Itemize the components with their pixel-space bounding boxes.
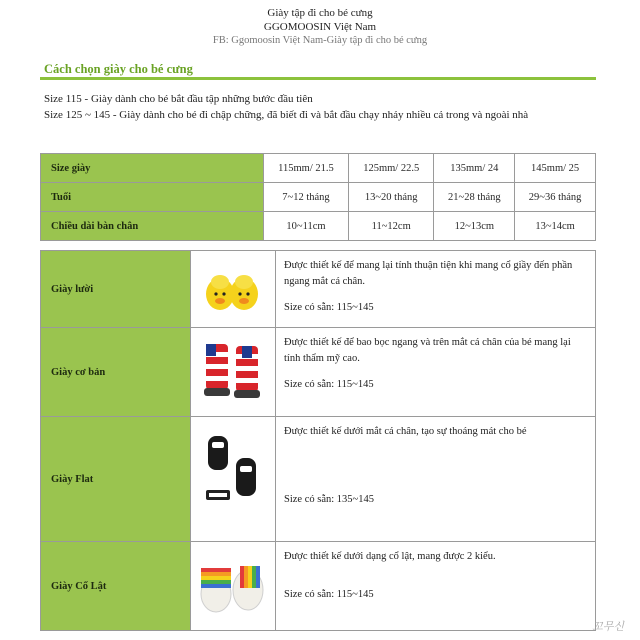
intro-text <box>44 91 600 123</box>
shoe-type-name: Giày cơ bản <box>41 328 191 417</box>
available-sizes: Size có sẵn: 115~145 <box>284 589 374 600</box>
description-text: Được thiết kế dưới mắt cá chân, tạo sự thoáng mát cho bé <box>284 426 527 437</box>
size-cell: 115mm/ 21.5 <box>264 154 349 183</box>
length-cell: 11~12cm <box>348 212 434 241</box>
shoe-type-name: Giày lười <box>41 251 191 328</box>
shoe-image-cell <box>191 417 276 542</box>
striped-sock-shoes-icon <box>198 338 268 404</box>
shoe-type-table <box>40 250 596 631</box>
facebook-line: FB: Ggomoosin Việt Nam-Giày tập đi cho bé cưng <box>212 35 428 46</box>
row-label: Tuổi <box>41 183 264 212</box>
intro-line: Size 125 ~ 145 - Giày dành cho bé đi chập chững, đã biết đi và bắt đầu chạy nhảy nhiều cả trong và ngoài nhà <box>44 109 529 121</box>
age-row <box>41 183 596 212</box>
size-row <box>41 154 596 183</box>
size-table <box>40 153 596 241</box>
shoe-image-cell <box>191 251 276 328</box>
rainbow-fold-shoes-icon <box>196 554 270 616</box>
section-divider <box>40 77 596 80</box>
age-cell: 7~12 tháng <box>264 183 349 212</box>
size-cell: 125mm/ 22.5 <box>348 154 434 183</box>
length-cell: 12~13cm <box>434 212 515 241</box>
brand-tagline: Giày tập đi cho bé cưng <box>267 7 373 19</box>
age-cell: 13~20 tháng <box>348 183 434 212</box>
black-flat-shoes-icon <box>198 428 268 528</box>
available-sizes: Size có sẵn: 115~145 <box>284 302 374 313</box>
description-text: Được thiết kế để mang lại tính thuận tiện khi mang cổ giầy đến phần ngang mắt cá chân. <box>284 260 573 287</box>
available-sizes: Size có sẵn: 135~145 <box>284 494 374 505</box>
shoe-type-name: Giày Flat <box>41 417 191 542</box>
shoe-type-description <box>276 328 596 417</box>
page-header <box>0 6 640 48</box>
length-cell: 13~14cm <box>515 212 596 241</box>
length-cell: 10~11cm <box>264 212 349 241</box>
size-cell: 145mm/ 25 <box>515 154 596 183</box>
shoe-type-row <box>41 328 596 417</box>
yellow-duck-shoes-icon <box>198 260 268 316</box>
shoe-type-description <box>276 251 596 328</box>
shoe-type-row <box>41 542 596 631</box>
section-title: Cách chọn giày cho bé cưng <box>44 62 193 76</box>
shoe-type-description <box>276 417 596 542</box>
foot-length-row <box>41 212 596 241</box>
size-cell: 135mm/ 24 <box>434 154 515 183</box>
age-cell: 29~36 tháng <box>515 183 596 212</box>
intro-line: Size 115 - Giày dành cho bé bắt đầu tập những bước đầu tiên <box>44 93 313 105</box>
shoe-type-description <box>276 542 596 631</box>
row-label: Size giày <box>41 154 264 183</box>
available-sizes: Size có sẵn: 115~145 <box>284 379 374 390</box>
description-text: Được thiết kế để bao bọc ngang và trên mắt cá chân của bé mang lại tính thẩm mỹ cao. <box>284 337 571 364</box>
shoe-image-cell <box>191 328 276 417</box>
korean-brand-signature: 꼬무신 <box>592 621 624 633</box>
age-cell: 21~28 tháng <box>434 183 515 212</box>
shoe-type-row <box>41 417 596 542</box>
shoe-type-row <box>41 251 596 328</box>
shoe-type-name: Giày Cổ Lật <box>41 542 191 631</box>
description-text: Được thiết kế dưới dạng cổ lật, mang được 2 kiểu. <box>284 551 496 562</box>
row-label: Chiều dài bàn chân <box>41 212 264 241</box>
brand-name: GGOMOOSIN Việt Nam <box>263 21 377 33</box>
shoe-image-cell <box>191 542 276 631</box>
